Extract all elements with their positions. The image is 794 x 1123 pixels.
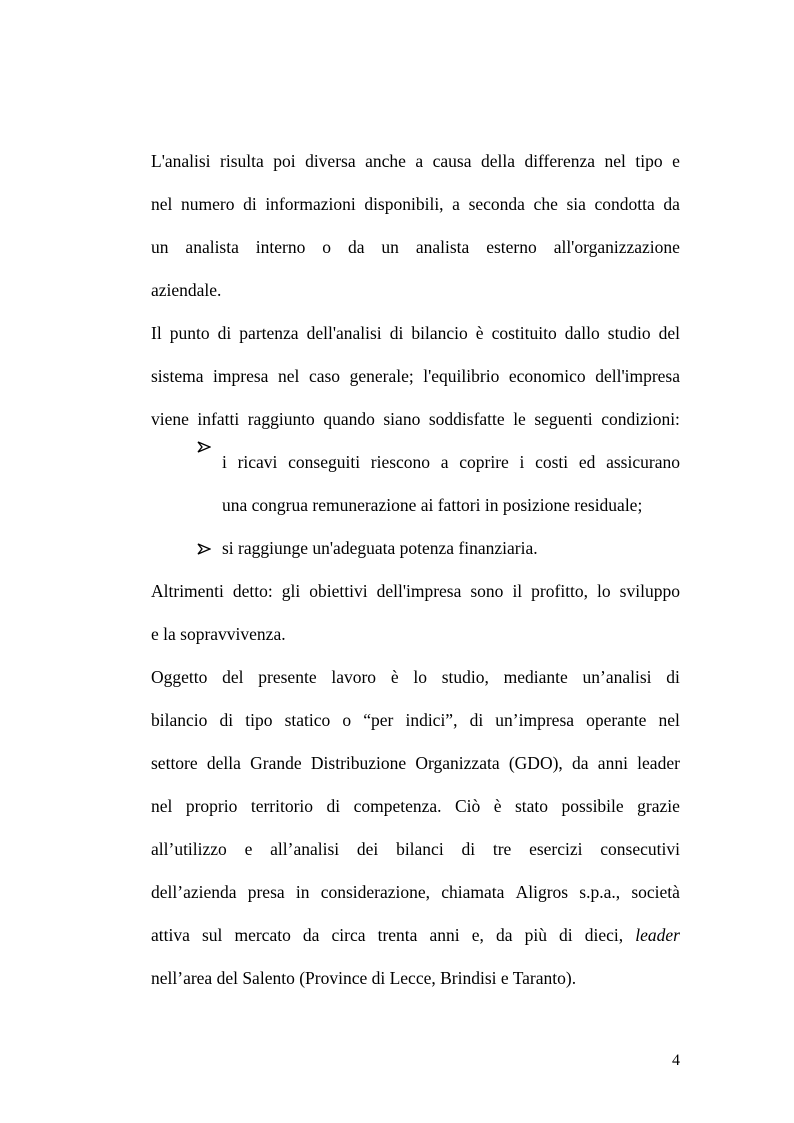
word: proprio: [185, 796, 238, 816]
word: detto:: [232, 581, 273, 601]
word: o: [322, 237, 332, 257]
word: di: [326, 796, 341, 816]
word: partenza: [239, 323, 299, 343]
word: gli: [281, 581, 301, 601]
word: studio: [607, 323, 651, 343]
word: riescono: [370, 452, 431, 472]
word: viene: [151, 409, 189, 429]
word: possibile: [561, 796, 624, 816]
paragraph-1-line-1: [151, 140, 680, 183]
word: tipo: [635, 151, 663, 171]
word: condotta: [594, 194, 655, 214]
word: seconda: [468, 194, 525, 214]
word: Grande: [250, 753, 302, 773]
word: di: [559, 925, 573, 945]
word: che: [533, 194, 558, 214]
paragraph-2-line-2: [151, 355, 680, 398]
word: dell'analisi: [306, 323, 382, 343]
word: analista: [185, 237, 239, 257]
arrow-bullet-icon: [197, 527, 213, 570]
word: lo: [597, 581, 611, 601]
word: all’utilizzo: [151, 839, 227, 859]
word: L'analisi: [151, 151, 211, 171]
word: dallo: [564, 323, 600, 343]
word: all'organizzazione: [553, 237, 680, 257]
word: s.p.a.,: [579, 882, 621, 902]
word: caso: [308, 366, 341, 386]
word: della: [480, 151, 515, 171]
word: Oggetto: [151, 667, 208, 687]
word: trenta: [377, 925, 418, 945]
word: società: [631, 882, 680, 902]
word: e: [244, 839, 253, 859]
word: presa: [247, 882, 285, 902]
word: il: [512, 581, 523, 601]
word: dell'impresa: [376, 581, 462, 601]
word: bilancio: [411, 323, 468, 343]
word: obiettivi: [309, 581, 368, 601]
word: circa: [331, 925, 366, 945]
word: generale;: [349, 366, 414, 386]
word: del: [658, 323, 680, 343]
word: l'equilibrio: [423, 366, 500, 386]
word: Altrimenti: [151, 581, 224, 601]
word: operante: [586, 710, 647, 730]
word: un’analisi: [582, 667, 652, 687]
word: in: [295, 882, 310, 902]
word: dell'impresa: [595, 366, 680, 386]
bullet-item-1-line-2: una congrua remunerazione ai fattori in posizione residuale;: [222, 495, 643, 515]
word: interno: [255, 237, 306, 257]
word: tipo: [245, 710, 273, 730]
word: coprire: [459, 452, 509, 472]
word: di: [469, 710, 484, 730]
paragraph-3-line-1: [151, 570, 680, 613]
word: nel: [151, 194, 173, 214]
word: è: [390, 667, 399, 687]
bullet-item-1-line-1: [151, 441, 680, 484]
word: Il: [151, 323, 162, 343]
word: punto: [169, 323, 210, 343]
word: stato: [514, 796, 548, 816]
word: nel: [658, 710, 680, 730]
word: da: [572, 753, 589, 773]
word: lo: [413, 667, 427, 687]
word: indici”,: [405, 710, 458, 730]
paragraph-2-line-3: [151, 398, 680, 441]
word: consecutivi: [600, 839, 680, 859]
word: del: [222, 667, 244, 687]
word: diversa: [305, 151, 356, 171]
word: mediante: [503, 667, 568, 687]
word: settore: [151, 753, 198, 773]
word: a: [440, 452, 449, 472]
word: sviluppo: [619, 581, 680, 601]
word: studio,: [441, 667, 489, 687]
word: nel: [604, 151, 626, 171]
word: di: [243, 194, 257, 214]
paragraph-4-line-8: nell’area del Salento (Province di Lecce, Brindisi e Taranto).: [151, 968, 577, 988]
word: costi: [535, 452, 569, 472]
word: grazie: [637, 796, 680, 816]
word: dei: [356, 839, 379, 859]
word: da: [347, 237, 365, 257]
word: è: [493, 796, 502, 816]
word: anni: [597, 753, 628, 773]
word: un: [151, 237, 169, 257]
word: analista: [415, 237, 470, 257]
word: statico: [284, 710, 331, 730]
word: causa: [432, 151, 472, 171]
word: dell’azienda: [151, 882, 237, 902]
word: Ciò: [454, 796, 481, 816]
word: differenza: [524, 151, 596, 171]
word: profitto,: [531, 581, 589, 601]
word: economico: [508, 366, 586, 386]
word: soddisfatte: [428, 409, 505, 429]
word: di: [219, 710, 234, 730]
word: e,: [471, 925, 484, 945]
document-body: [151, 140, 680, 1000]
word: considerazione,: [320, 882, 431, 902]
word: seguenti: [534, 409, 593, 429]
paragraph-1-line-3: [151, 226, 680, 269]
word: impresa: [213, 366, 269, 386]
paragraph-4-line-3: [151, 742, 680, 785]
word: all’analisi: [270, 839, 340, 859]
paragraph-4-line-7: [151, 914, 680, 957]
word: a: [415, 151, 424, 171]
word: i: [222, 452, 227, 472]
word: siano: [383, 409, 421, 429]
page-number: 4: [672, 1052, 680, 1069]
word: ricavi: [237, 452, 278, 472]
paragraph-4-line-2: [151, 699, 680, 742]
word: le: [513, 409, 526, 429]
bullet-item-2-text: si raggiunge un'adeguata potenza finanziaria.: [222, 538, 538, 558]
word: di: [389, 323, 404, 343]
word: nel: [278, 366, 300, 386]
word: territorio: [250, 796, 314, 816]
word: lavoro: [331, 667, 377, 687]
word: infatti: [197, 409, 240, 429]
paragraph-4-line-4: [151, 785, 680, 828]
word: di: [666, 667, 680, 687]
word: “per: [363, 710, 394, 730]
paragraph-1-line-4: aziendale.: [151, 280, 222, 300]
paragraph-2-line-1: [151, 312, 680, 355]
word: poi: [273, 151, 296, 171]
word: chiamata: [441, 882, 505, 902]
word: sia: [566, 194, 586, 214]
word: o: [342, 710, 352, 730]
paragraph-4-line-5: [151, 828, 680, 871]
word: di: [461, 839, 476, 859]
word: risulta: [220, 151, 264, 171]
word: esercizi: [529, 839, 583, 859]
word: i: [519, 452, 525, 472]
paragraph-4-line-1: [151, 656, 680, 699]
word: assicurano: [606, 452, 680, 472]
word: Distribuzione: [310, 753, 407, 773]
word: leader: [637, 753, 680, 773]
word: quando: [323, 409, 375, 429]
word: informazioni: [265, 194, 356, 214]
word: sono: [470, 581, 504, 601]
word: costituito: [491, 323, 557, 343]
word: ed: [578, 452, 596, 472]
word: (GDO),: [508, 753, 563, 773]
word: anche: [365, 151, 406, 171]
arrow-bullet-icon: [197, 441, 213, 484]
word: da: [302, 925, 320, 945]
word: a: [452, 194, 460, 214]
word: numero: [181, 194, 235, 214]
word: e: [672, 151, 680, 171]
word: Aligros: [515, 882, 569, 902]
word: bilancio: [151, 710, 208, 730]
word: un: [381, 237, 399, 257]
word: è: [475, 323, 484, 343]
word: tre: [492, 839, 512, 859]
bullet-item-2: [151, 527, 680, 570]
word: competenza.: [353, 796, 442, 816]
word: da: [495, 925, 513, 945]
word: mercato: [234, 925, 291, 945]
word: raggiunto: [247, 409, 315, 429]
word: presente: [258, 667, 317, 687]
word: disponibili,: [364, 194, 444, 214]
word: dieci,: [584, 925, 624, 945]
word: esterno: [486, 237, 537, 257]
word: condizioni:: [601, 409, 680, 429]
word: di: [217, 323, 232, 343]
word: bilanci: [396, 839, 444, 859]
word: da: [663, 194, 680, 214]
word: sistema: [151, 366, 204, 386]
word: più: [524, 925, 547, 945]
paragraph-4-line-6: [151, 871, 680, 914]
italic-word: leader: [635, 925, 680, 945]
word: della: [206, 753, 241, 773]
word: anni: [429, 925, 460, 945]
paragraph-1-line-2: [151, 183, 680, 226]
word: Organizzata: [415, 753, 500, 773]
word: nel: [151, 796, 173, 816]
paragraph-3-line-2: e la sopravvivenza.: [151, 624, 286, 644]
word: conseguiti: [288, 452, 361, 472]
word: un’impresa: [495, 710, 575, 730]
word: attiva: [151, 925, 190, 945]
word: sul: [201, 925, 223, 945]
